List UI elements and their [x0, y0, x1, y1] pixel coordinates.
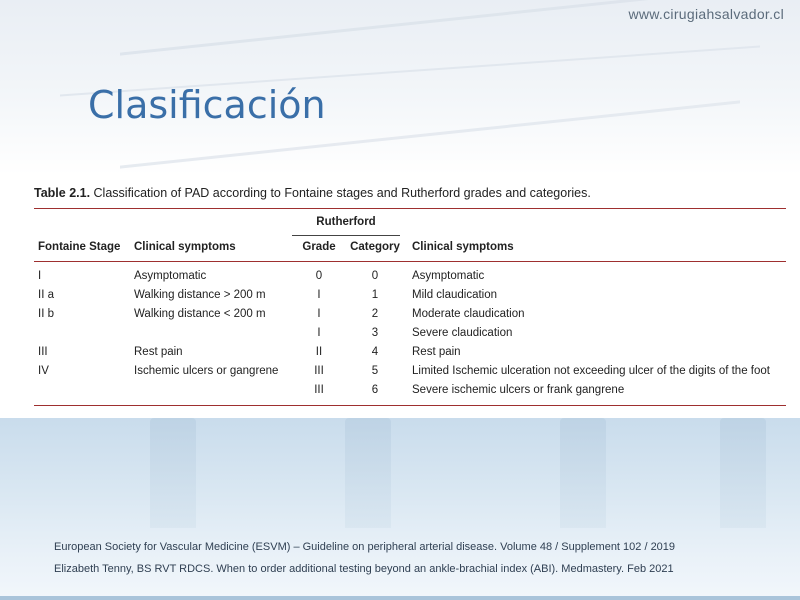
background-column [345, 418, 391, 528]
cell-clinical-symptoms [130, 324, 296, 343]
classification-table-block [34, 186, 788, 406]
header-rutherford-clinical-symptoms: Clinical symptoms [412, 241, 514, 253]
site-url: www.cirugiahsalvador.cl [628, 6, 784, 22]
cell-clinical-symptoms: Ischemic ulcers or gangrene [134, 365, 279, 377]
cell-clinical-symptoms: Walking distance > 200 m [134, 289, 266, 301]
cell-grade: III [314, 365, 324, 377]
cell-fontaine-stage: II b [38, 308, 54, 320]
header-clinical-symptoms: Clinical symptoms [134, 241, 236, 253]
cell-fontaine-stage [34, 324, 130, 343]
cell-fontaine-stage: III [38, 346, 48, 358]
cell-fontaine-stage: I [38, 270, 42, 282]
cell-rutherford-symptoms: Rest pain [412, 346, 461, 358]
cell-grade: I [317, 289, 321, 301]
slide-title: Clasificación [88, 83, 326, 128]
cell-category: 0 [371, 270, 379, 282]
cell-grade: I [317, 308, 321, 320]
rutherford-group-underline [292, 235, 400, 236]
bottom-rule [0, 596, 800, 600]
table-header-row [34, 235, 786, 261]
table-bottom-rule [34, 405, 786, 406]
classification-table [34, 235, 786, 403]
header-category: Category [350, 241, 400, 253]
cell-clinical-symptoms [130, 381, 296, 403]
rutherford-group-header: Rutherford [316, 216, 376, 228]
cell-grade: I [317, 327, 321, 339]
cell-fontaine-stage: II a [38, 289, 54, 301]
table-row [34, 262, 786, 286]
cell-fontaine-stage: IV [38, 365, 49, 377]
cell-category: 6 [371, 384, 379, 396]
cell-category: 4 [371, 346, 379, 358]
background-column [150, 418, 196, 528]
cell-rutherford-symptoms: Moderate claudication [412, 308, 525, 320]
cell-rutherford-symptoms: Mild claudication [412, 289, 498, 301]
cell-category: 5 [371, 365, 379, 377]
cell-fontaine-stage [34, 381, 130, 403]
table-caption-label: Table 2.1. [34, 186, 91, 200]
cell-rutherford-symptoms: Asymptomatic [412, 270, 485, 282]
table-row [34, 381, 786, 403]
cell-clinical-symptoms: Asymptomatic [134, 270, 207, 282]
table-row [34, 362, 786, 381]
background-column [560, 418, 606, 528]
table-row [34, 324, 786, 343]
cell-rutherford-symptoms: Severe ischemic ulcers or frank gangrene [412, 384, 625, 396]
cell-category: 1 [371, 289, 379, 301]
cell-category: 3 [371, 327, 379, 339]
cell-grade: 0 [315, 270, 323, 282]
table-row [34, 286, 786, 305]
cell-grade: III [314, 384, 324, 396]
table-row [34, 305, 786, 324]
table-caption-text: Classification of PAD according to Fontaine stages and Rutherford grades and categories. [93, 186, 591, 200]
table-group-header-row [34, 209, 788, 235]
cell-category: 2 [371, 308, 379, 320]
table-row [34, 343, 786, 362]
cell-rutherford-symptoms: Severe claudication [412, 327, 513, 339]
cell-grade: II [315, 346, 323, 358]
reference-item: European Society for Vascular Medicine (ESVM) – Guideline on peripheral arterial disease. Volume 48 / Supplement 102 / 2019 [54, 541, 676, 553]
cell-clinical-symptoms: Walking distance < 200 m [134, 308, 266, 320]
table-caption [34, 186, 788, 200]
header-fontaine-stage: Fontaine Stage [38, 241, 121, 253]
background-column [720, 418, 766, 528]
cell-clinical-symptoms: Rest pain [134, 346, 183, 358]
reference-item: Elizabeth Tenny, BS RVT RDCS. When to order additional testing beyond an ankle-brachial index (ABI). Medmastery. Feb 2021 [54, 563, 674, 575]
references [54, 536, 675, 580]
cell-rutherford-symptoms: Limited Ischemic ulceration not exceeding ulcer of the digits of the foot [412, 365, 770, 377]
header-grade: Grade [302, 241, 336, 253]
